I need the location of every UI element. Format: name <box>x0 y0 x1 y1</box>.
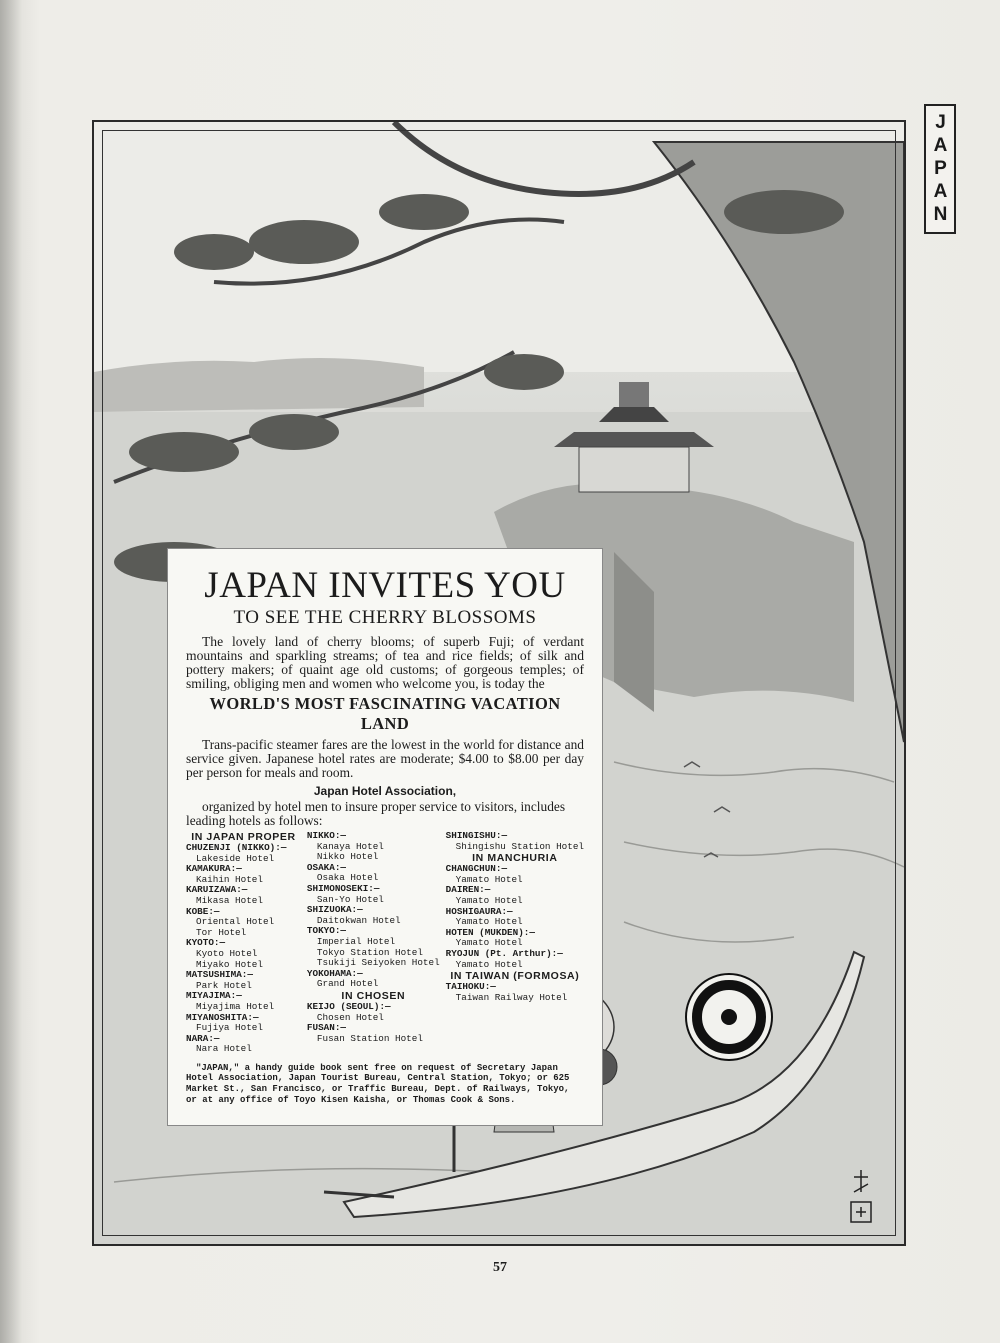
hotel-name: Miyajima Hotel <box>196 1000 275 1012</box>
region-heading: IN CHOSEN <box>341 989 406 1002</box>
hotel-name: Yamato Hotel <box>455 958 523 970</box>
city-name: DAIREN:— <box>445 884 491 896</box>
hotel-name: Kanaya Hotel <box>316 840 384 852</box>
headline: JAPAN INVITES YOU <box>204 565 566 606</box>
association-description: organized by hotel men to insure proper service to visitors, includes leading hotels as follows: <box>186 799 566 828</box>
city-name: YOKOHAMA:— <box>306 967 363 979</box>
city-name: KEIJO (SEOUL):— <box>306 1000 391 1012</box>
city-name: HOTEN (MUKDEN):— <box>445 926 535 938</box>
association-name: Japan Hotel Association, <box>313 784 457 798</box>
hotel-column <box>307 831 440 1055</box>
city-name: KAMAKURA:— <box>186 863 242 875</box>
hotel-name: Park Hotel <box>196 979 252 991</box>
hotel-name: Yamato Hotel <box>455 894 523 906</box>
guide-book-note: "JAPAN," a handy guide book sent free on request of Secretary Japan Hotel Association, Japan Tourist Bureau, Central Station, Tokyo; or 625 Market St., San Francisco, or Traffic Bureau, Dept. of Railways, Tokyo, or at any office of Toyo Kisen Kaisha, or Thomas Cook & Sons. <box>186 1062 570 1105</box>
region-heading: IN MANCHURIA <box>472 852 558 865</box>
city-name: NIKKO:— <box>306 830 346 841</box>
hotel-name: San-Yo Hotel <box>316 893 384 905</box>
hotel-name: Yamato Hotel <box>455 937 523 949</box>
rates-paragraph: Trans-pacific steamer fares are the lowest in the world for distance and service given. Japanese hotel rates are moderate; $4.00 to $8.00 per day per person for meals and room. <box>186 737 584 780</box>
city-name: CHUZENJI (NIKKO):— <box>186 842 287 853</box>
city-name: KOBE:— <box>186 905 220 917</box>
hotel-name: Osaka Hotel <box>316 872 379 884</box>
city-name: TOKYO:— <box>306 925 346 937</box>
city-name: SHIMONOSEKI:— <box>306 882 380 894</box>
hotel-name: Oriental Hotel <box>196 916 275 928</box>
hotel-name: Chosen Hotel <box>316 1011 384 1023</box>
hotel-name: Mikasa Hotel <box>196 894 263 906</box>
city-name: SHINGISHU:— <box>445 830 508 841</box>
section-tab-label: JAPAN <box>930 111 951 227</box>
city-name: KARUIZAWA:— <box>186 884 248 896</box>
hotel-column <box>186 831 301 1055</box>
hotel-name: Yamato Hotel <box>455 916 523 928</box>
ad-copy-panel <box>167 548 603 1126</box>
page-number: 57 <box>493 1260 507 1275</box>
advertisement <box>92 120 906 1246</box>
hotel-name: Imperial Hotel <box>316 935 396 947</box>
city-name: CHANGCHUN:— <box>445 863 508 875</box>
banner-text: WORLD'S MOST FASCINATING VACATION LAND <box>209 694 561 733</box>
city-name: FUSAN:— <box>306 1022 346 1034</box>
intro-paragraph: The lovely land of cherry blooms; of superb Fuji; of verdant mountains and sparkling streams; of tea and rice fields; of silk and pottery makers; of quaint age old customs; of gorgeous temples; of smiling, obliging men and women who welcome you, is today the <box>186 634 584 691</box>
region-heading: IN JAPAN PROPER <box>191 831 296 843</box>
city-name: HOSHIGAURA:— <box>445 905 513 917</box>
hotel-name: Lakeside Hotel <box>196 852 275 864</box>
city-name: SHIZUOKA:— <box>306 904 363 916</box>
region-heading: IN TAIWAN (FORMOSA) <box>450 970 580 983</box>
hotel-name: Tor Hotel <box>196 926 247 938</box>
city-name: MIYAJIMA:— <box>186 990 242 1002</box>
city-name: OSAKA:— <box>306 861 346 873</box>
city-name: MATSUSHIMA:— <box>186 969 253 981</box>
hotel-name: Kyoto Hotel <box>196 947 258 959</box>
hotel-name: Tokyo Station Hotel <box>316 946 423 958</box>
hotel-name: Fujiya Hotel <box>196 1022 263 1034</box>
hotel-name: Yamato Hotel <box>455 873 523 885</box>
city-name: TAIHOKU:— <box>445 981 496 993</box>
hotel-column <box>446 831 584 1055</box>
hotel-name: Nikko Hotel <box>316 851 379 863</box>
hotel-name: Fusan Station Hotel <box>316 1032 423 1044</box>
hotel-name: Nara Hotel <box>196 1043 252 1055</box>
section-tab <box>924 104 956 234</box>
hotel-name: Taiwan Railway Hotel <box>455 991 568 1003</box>
city-name: NARA:— <box>186 1032 220 1044</box>
parasol-patterned <box>686 974 772 1060</box>
hotel-name: Miyako Hotel <box>196 958 263 970</box>
hotel-name: Daitokwan Hotel <box>316 914 401 926</box>
hotel-name: Kaihin Hotel <box>196 873 263 885</box>
hotel-name: Grand Hotel <box>316 978 379 990</box>
hotel-name: Tsukiji Seiyoken Hotel <box>316 957 440 969</box>
city-name: KYOTO:— <box>186 937 226 949</box>
hotel-name: Shingishu Station Hotel <box>455 840 584 852</box>
hotel-list <box>186 831 584 1055</box>
city-name: MIYANOSHITA:— <box>186 1011 259 1023</box>
page-gutter-shadow <box>0 0 22 1343</box>
city-name: RYOJUN (Pt. Arthur):— <box>445 947 563 959</box>
subhead: TO SEE THE CHERRY BLOSSOMS <box>233 607 537 628</box>
